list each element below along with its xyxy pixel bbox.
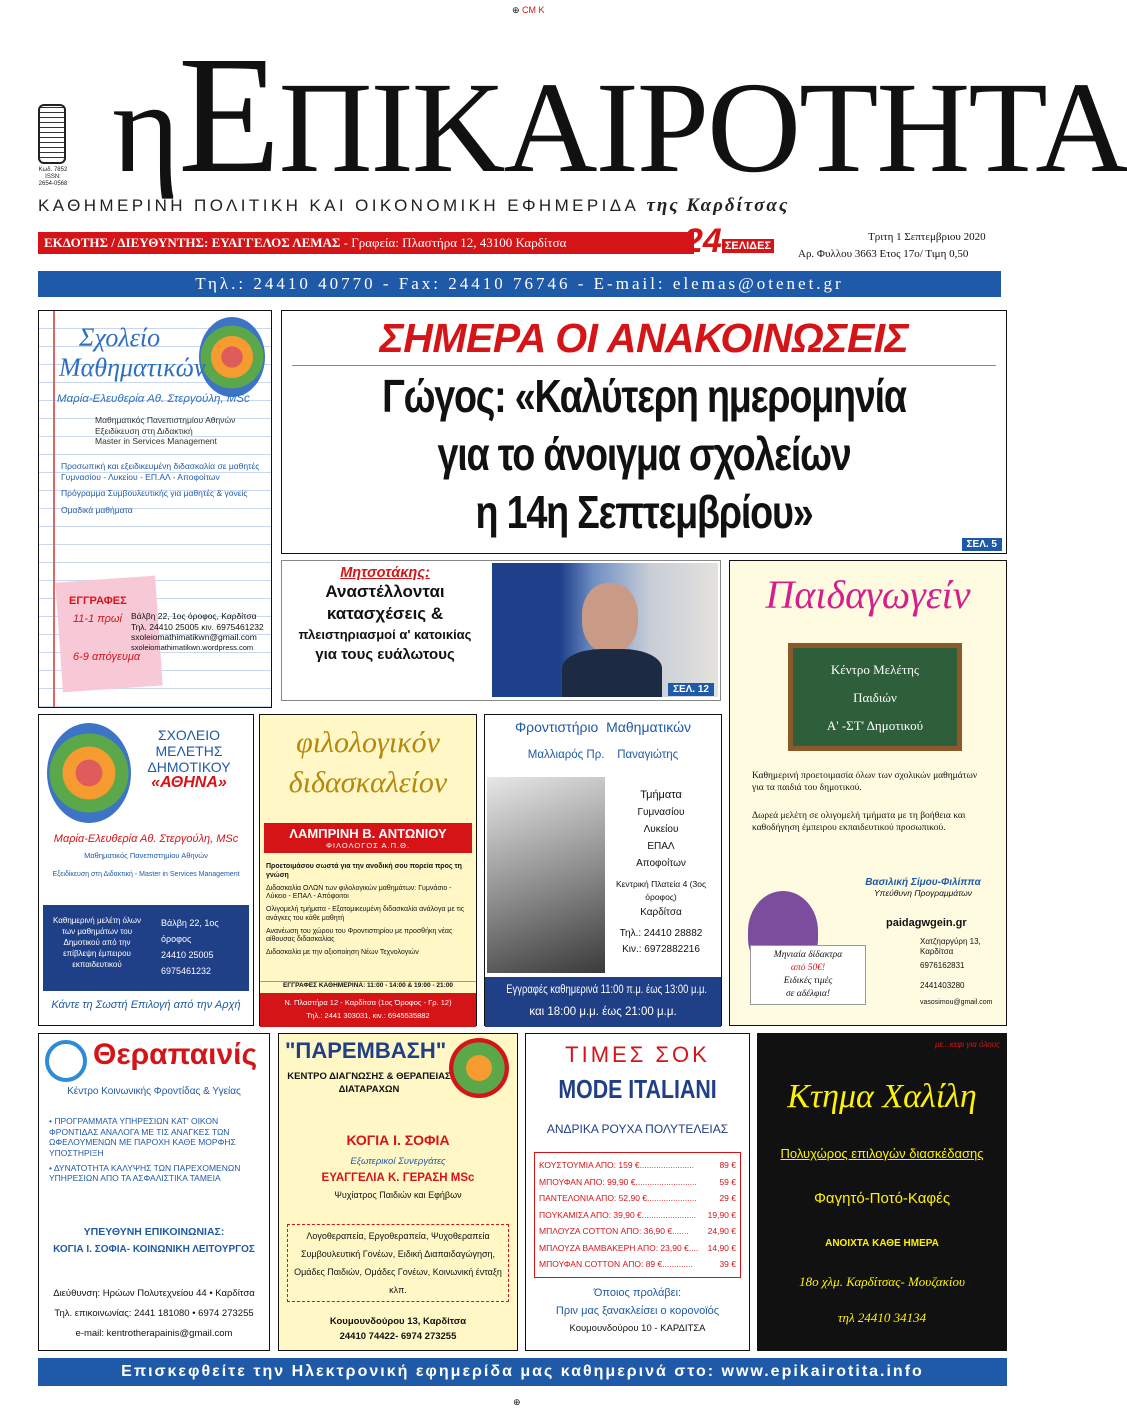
price-item: ΜΠΟΥΦΑΝ COTTON ΑΠΟ: 89 €............. [539,1259,693,1269]
price-value: 19,90 € [707,1209,736,1220]
price-value: 59 € [719,1176,736,1187]
price-row [539,1240,736,1257]
tree-icon [47,723,131,823]
issue-number: Αρ. Φυλλου 3663 Ετος 17ο/ Τιμη 0,50 [798,248,969,260]
pm-photo [492,563,718,697]
price-item: ΠΑΝΤΕΛΟΝΙΑ ΑΠΟ: 52,90 €..................... [539,1193,697,1203]
stairs-image [487,777,605,973]
price-item: ΜΠΛΟΥΖΑ COTTON ΑΠΟ: 36,90 €....... [539,1226,689,1236]
price-row [539,1207,736,1224]
ad-mode-italiani: ΤΙΜΕΣ ΣΟΚ MODE ITALIANI ΑΝΔΡΙΚΑ ΡΟΥΧΑ ΠΟΛΥΤΕΛΕΙΑΣ ΚΟΥΣΤΟΥΜΙΑ ΑΠΟ: 159 €....................... 89 € ΜΠΟΥΦΑΝ ΑΠΟ: 99,90 €.......................... 59 € ΠΑΝΤΕΛΟΝΙΑ ΑΠΟ: 52,90 €..................... 29 € ΠΟΥΚΑΜΙΣΑ ΑΠΟ: 39,90 €....................... 19,90 € ΜΠΛΟΥΖΑ COTTON ΑΠΟ: 36,90 €....... 24,90 € ΜΠΛΟΥΖΑ ΒΑΜΒΑΚΕΡΗ ΑΠΟ: 23,90 €.... 14,90 € ΜΠΟΥΦΑΝ COTTON ΑΠΟ: 89 €............. 39 € Όποιος προλάβει: Πριν μας ξανακλείσει ο κορονοϊός Κουμουνδούρου 10 - ΚΑΡΔΙΤΣΑ [525,1033,750,1351]
price-item: ΚΟΥΣΤΟΥΜΙΑ ΑΠΟ: 159 €....................... [539,1160,694,1170]
heart-logo-icon [45,1040,87,1082]
ad-filologikon: φιλολογικόν διδασκαλείον ΛΑΜΠΡΙΝΗ Β. ΑΝΤΩΝΙΟΥ ΦΙΛΟΛΟΓΟΣ Α.Π.Θ. Προετοιμάσου σωστά για την ανοδική σου πορεία προς τη γνώση Διδασκαλία ΟΛΩΝ των φιλολογικών μαθημάτων: Γυμνάσιο - Λύκειο - ΕΠΑΛ - Απόφοιτοι Ολιγομελή τμήματα - Εξατομικευμένη διδασκαλία ανάλογα με τις ανάγκες του κάθε μαθητή Ανανέωση του χώρου του Φροντιστηρίου με προσθήκη νέας αίθουσας διδασκαλίας Διδασκαλία με την αξιοποίηση Νέων Τεχνολογιών ΕΓΓΡΑΦΕΣ ΚΑΘΗΜΕΡΙΝΑ: 11:00 - 14:00 & 19:00 - 21:00 Ν. Πλαστήρα 12 - Καρδίτσα (1ος Όροφος - Γρ. 12) Τηλ.: 2441 303031, κιν.: 6945535882 [259,714,477,1026]
price-list [534,1152,741,1278]
price-row [539,1256,736,1273]
masthead-title: ηΕΠΙΚΑΙΡΟΤΗΤΑ [112,22,1127,208]
ad-therapainis: Θεραπαινίς Κέντρο Κοινωνικής Φροντίδας & Υγείας • ΠΡΟΓΡΑΜΜΑΤΑ ΥΠΗΡΕΣΙΩΝ ΚΑΤ' ΟΙΚΟΝ ΦΡΟΝΤΙΔΑΣ ΑΝΑΛΟΓΑ ΜΕ ΤΙΣ ΑΝΑΓΚΕΣ ΤΩΝ ΩΦΕΛΟΥΜΕΝΩΝ ΜΕ ΠΑΡΟΧΗ ΚΑΘΕ ΜΟΡΦΗΣ ΥΠΟΣΤΗΡΙΞΗ • ΔΥΝΑΤΟΤΗΤΑ ΚΑΛΥΨΗΣ ΤΩΝ ΠΑΡΕΧΟΜΕΝΩΝ ΥΠΗΡΕΣΙΩΝ ΑΠΟ ΤΑ ΑΣΦΑΛΙΣΤΙΚΑ ΤΑΜΕΙΑ ΥΠΕΥΘΥΝΗ ΕΠΙΚΟΙΝΩΝΙΑΣ: ΚΟΓΙΑ Ι. ΣΟΦΙΑ- ΚΟΙΝΩΝΙΚΗ ΛΕΙΤΟΥΡΓΟΣ Διεύθυνση: Ηρώων Πολυτεχνείου 44 • Καρδίτσα Τηλ. επικοινωνίας: 2441 181080 • 6974 273255 e-mail: kentrotherapainis@gmail.com [38,1033,270,1351]
tree-icon [199,317,265,397]
lead-story: ΣΗΜΕΡΑ ΟΙ ΑΝΑΚΟΙΝΩΣΕΙΣ Γώγος: «Καλύτερη ημερομηνία για το άνοιγμα σχολείων η 14η Σεπτεμβρίου» ΣΕΛ. 5 [281,310,1007,554]
price-value: 89 € [719,1160,736,1170]
contact-bar: Τηλ.: 24410 40770 - Fax: 24410 76746 - E-mail: elemas@otenet.gr [38,271,1001,297]
publisher-bar: ΕΚΔΟΤΗΣ / ΔΙΕΥΘΥΝΤΗΣ: ΕΥΑΓΓΕΛΟΣ ΛΕΜΑΣ - Γραφεία: Πλαστήρα 12, 43100 Καρδίτσα [38,232,694,254]
crop-mark-top: ⊕ CM K [512,5,545,15]
price-row [539,1190,736,1207]
ad-frontistirio: Φροντιστήριο Μαθηματικών Μαλλιαρός Πρ. Παναγιώτης Τμήματα Γυμνασίου Λυκείου ΕΠΑΛ Αποφοίτων Κεντρική Πλατεία 4 (3ος όροφος) Καρδίτσα Τηλ.: 24410 28882 Κιν.: 6972882216 Εγγραφές καθημερινά 11:00 π.μ. έως 13:00 μ.μ. και 18:00 μ.μ. έως 21:00 μ.μ. [484,714,722,1026]
price-row [539,1223,736,1240]
price-row [539,1157,736,1174]
price-row [539,1174,736,1191]
footer-bar: Επισκεφθείτε την Ηλεκτρονική εφημερίδα μας καθημερινά στο: www.epikairotita.info [38,1358,1007,1386]
price-badge: Μηνιαία δίδακτρα από 50€! Ειδικές τιμές σε αδέλφια! [750,945,866,1005]
ad-math-school: Σχολείο Μαθηματικών Μαρία-Ελευθερία Αθ. Στεργούλη, MSc Μαθηματικός Πανεπιστημίου Αθηνών Εξειδίκευση στη Διδακτική Master in Services Management Προσωπική και εξειδικευμένη διδασκαλία σε μαθητές Γυμνασίου - Λυκείου - ΕΠ.ΑΛ - Αποφοίτων Πρόγραμμα Συμβουλευτικής για μαθητές & γονείς Ομαδικά μαθήματα ΕΓΓΡΑΦΕΣ 11-1 πρωί 6-9 απόγευμα Βάλβη 22, 1ος όροφος, Καρδίτσα Τηλ. 24410 25005 κιν. 6975461232 sxoleiomathimatikwn@gmail.com sxoleiomathimatikwn.wordpress.com [38,310,272,708]
issue-date: Τριτη 1 Σεπτεμβριου 2020 [868,231,986,243]
price-value: 29 € [719,1193,736,1203]
price-item: ΜΠΟΥΦΑΝ ΑΠΟ: 99,90 €.......................... [539,1176,697,1187]
price-value: 14,90 € [707,1242,736,1253]
page-count: 24 ΣΕΛΙΔΕΣ [684,222,774,261]
chalkboard: Κέντρο Μελέτης Παιδιών Α' -ΣΤ' Δημοτικού [788,643,962,751]
ad-ktima-chalili: με...κεφι για όλους Κτημα Χαλίλη Πολυχώρος επιλογών διασκέδασης Φαγητό-Ποτό-Καφές ΑΝΟΙΧΤΑ ΚΑΘΕ ΗΜΕΡΑ 18ο χλμ. Καρδίτσας- Μουζακίου τηλ 24410 34134 [757,1033,1007,1351]
price-value: 39 € [719,1259,736,1269]
price-item: ΠΟΥΚΑΜΙΣΑ ΑΠΟ: 39,90 €....................... [539,1209,697,1220]
ad-paidagogein: Παιδαγωγείν Κέντρο Μελέτης Παιδιών Α' -ΣΤ' Δημοτικού Καθημερινή προετοιμασία όλων των σχολικών μαθημάτων για τα παιδιά του δημοτικού. Δωρεά μελέτη σε ολιγομελή τμήματα με τη βοήθεια και καθοδήγηση έμπειρου εκπαιδευτικού προσωπικού. Βασιλική Σίμου-Φιλίππα Υπεύθυνη Προγραμμάτων paidagwgein.gr Μηνιαία δίδακτρα από 50€! Ειδικές τιμές σε αδέλφια! Χατζηαργύρη 13, Καρδίτσα 6976162831 2441403280 vasosimou@gmail.com [729,560,1007,1026]
issn-stamp: Κωδ. 7852 ISSN: 2654-0568 [38,104,68,188]
crop-mark-bottom: ⊕ [513,1397,521,1407]
price-value: 24,90 € [707,1226,736,1236]
masthead-subtitle: ΚΑΘΗΜΕΡΙΝΗ ΠΟΛΙΤΙΚΗ ΚΑΙ ΟΙΚΟΝΟΜΙΚΗ ΕΦΗΜΕΡΙΔΑ της Καρδίτσας [38,195,790,216]
ad-paremvasi: "ΠΑΡΕΜΒΑΣΗ" ΚΕΝΤΡΟ ΔΙΑΓΝΩΣΗΣ & ΘΕΡΑΠΕΙΑΣ ΔΙΑΤΑΡΑΧΩΝ ΚΟΓΙΑ Ι. ΣΟΦΙΑ Εξωτερικοί Συνεργάτες ΕΥΑΓΓΕΛΙΑ Κ. ΓΕΡΑΣΗ MSc Ψυχίατρος Παιδιών και Εφήβων Λογοθεραπεία, Εργοθεραπεία, Ψυχοθεραπεία Συμβουλευτική Γονέων, Ειδική Διαπαιδαγώγηση, Ομάδες Παιδιών, Ομάδες Γονέων, Κοινωνική ένταξη κλπ. Κουμουνδούρου 13, Καρδίτσα 24410 74422- 6974 273255 [278,1033,518,1351]
seal-icon [38,104,66,164]
ad-athina: ΣΧΟΛΕΙΟ ΜΕΛΕΤΗΣ ΔΗΜΟΤΙΚΟΥ «ΑΘΗΝΑ» Μαρία-Ελευθερία Αθ. Στεργούλη, MSc Μαθηματικός Πανεπιστημίου Αθηνών Εξειδίκευση στη Διδακτική - Master in Services Management Καθημερινή μελέτη όλων των μαθημάτων του Δημοτικού από την επίβλεψη έμπειρου εκπαιδευτικού Βάλβη 22, 1ος όροφος 24410 25005 6975461232 Κάντε τη Σωστή Επιλογή από την Αρχή [38,714,254,1026]
price-item: ΜΠΛΟΥΖΑ ΒΑΜΒΑΚΕΡΗ ΑΠΟ: 23,90 €.... [539,1242,699,1253]
person-icon [582,583,638,653]
second-story: Μητσοτάκης: Αναστέλλονται κατασχέσεις & πλειστηριασμοί α' κατοικίας για τους ευάλωτους ΣΕΛ. 12 [281,560,721,701]
athina-info: Καθημερινή μελέτη όλων των μαθημάτων του Δημοτικού από την επίβλεψη έμπειρου εκπαιδευτικού Βάλβη 22, 1ος όροφος 24410 25005 6975461232 [43,905,249,991]
